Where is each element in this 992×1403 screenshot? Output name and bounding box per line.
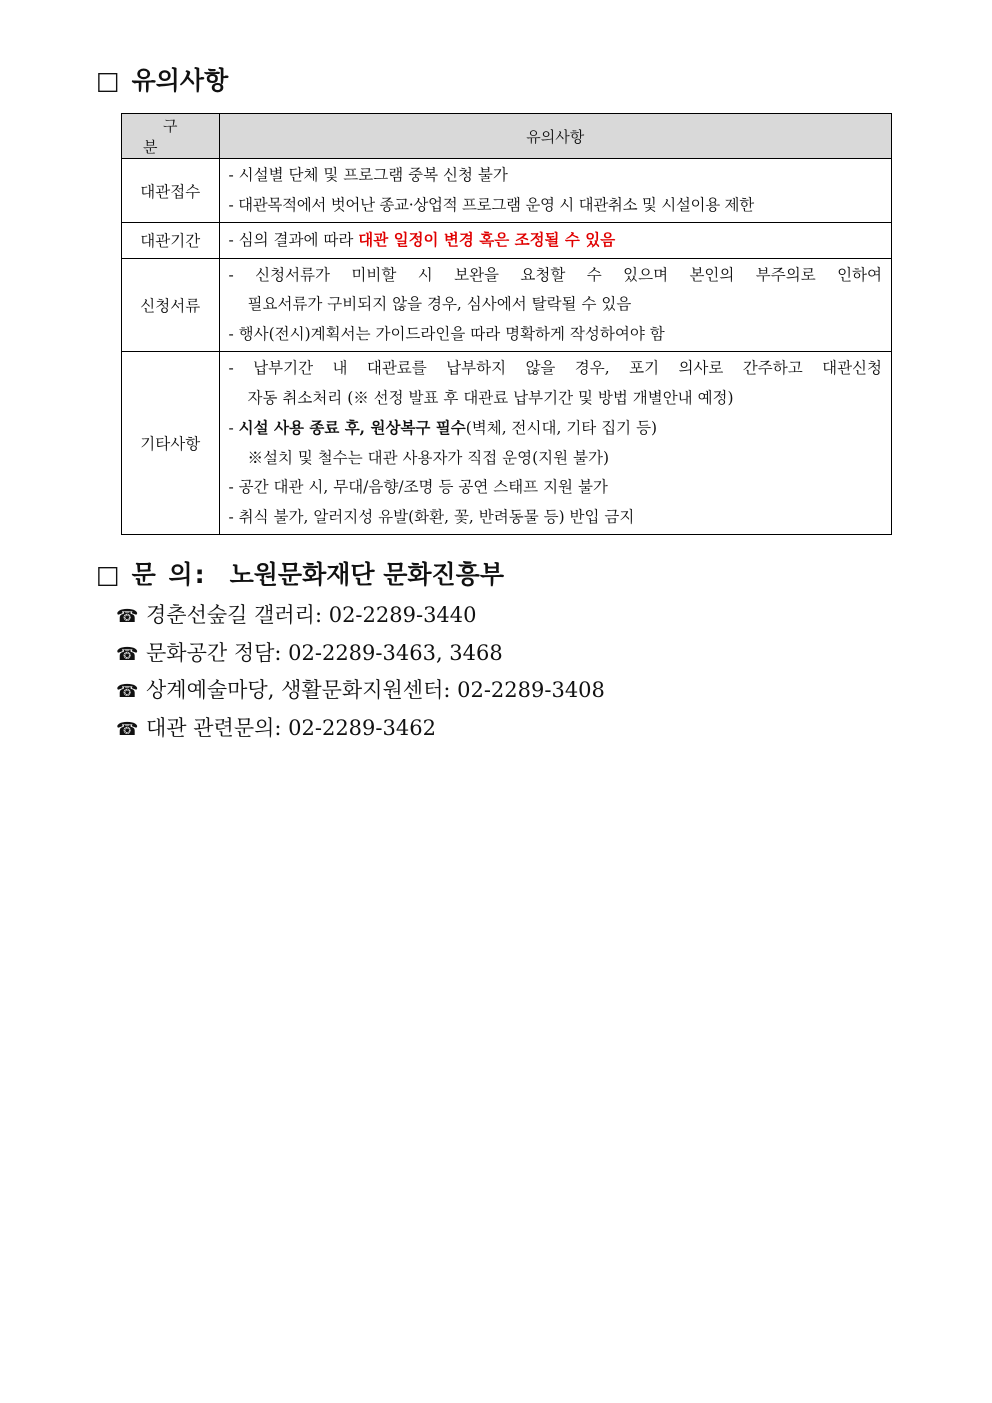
checkbox-square-icon: □ [96, 66, 120, 95]
notice-title-text: 유의사항 [131, 66, 229, 95]
content-text: (벽체, 전시대, 기타 집기 등) [465, 419, 658, 437]
row-content [219, 352, 892, 535]
bold-text: 시설 사용 종료 후, 원상복구 필수 [238, 418, 466, 437]
contact-item [116, 710, 605, 748]
contact-item [116, 672, 605, 710]
table-header-row [122, 114, 892, 159]
content-line: - 취식 불가, 알러지성 유발(화환, 꽃, 반려동물 등) 반입 금지 [228, 507, 635, 526]
table-row [122, 159, 892, 223]
content-line: - 신청서류가 미비할 시 보완을 요청할 수 있으며 본인의 부주의로 인하여 [228, 265, 882, 284]
table-row [122, 352, 892, 535]
table-row [122, 223, 892, 259]
phone-icon: ☎ [116, 681, 139, 702]
highlight-text: 대관 일정이 변경 혹은 조정될 수 있음 [358, 230, 616, 249]
content-line: - 대관목적에서 벗어난 종교·상업적 프로그램 운영 시 대관취소 및 시설이용 제한 [228, 195, 754, 214]
contact-text: 경춘선숲길 갤러리: 02-2289-3440 [146, 603, 477, 627]
contact-text: 문화공간 정담: 02-2289-3463, 3468 [146, 640, 503, 665]
content-line: - 납부기간 내 대관료를 납부하지 않을 경우, 포기 의사로 간주하고 대관신청 [228, 359, 882, 377]
content-line: ※설치 및 철수는 대관 사용자가 직접 운영(지원 불가) [247, 448, 610, 467]
content-line [229, 225, 883, 256]
row-content [219, 223, 892, 259]
row-category: 대관기간 [122, 223, 220, 259]
content-line: - 시설별 단체 및 프로그램 중복 신청 불가 [228, 166, 508, 184]
phone-icon: ☎ [116, 718, 139, 740]
notice-section-title [96, 66, 228, 96]
content-line: - 행사(전시)계획서는 가이드라인을 따라 명확하게 작성하여야 함 [228, 324, 665, 343]
content-line: 자동 취소처리 (※ 선정 발표 후 대관료 납부기간 및 방법 개별안내 예정) [247, 388, 734, 407]
contact-section-title [96, 560, 504, 590]
row-content [219, 159, 892, 223]
content-text: - [228, 419, 239, 437]
phone-icon: ☎ [116, 643, 139, 665]
contact-item [116, 597, 605, 635]
contact-label: 문 의: [131, 560, 207, 589]
contact-department: 노원문화재단 문화진흥부 [229, 560, 504, 589]
contact-text: 대관 관련문의: 02-2289-3462 [146, 715, 436, 740]
content-line: - 공간 대관 시, 무대/음향/조명 등 공연 스태프 지원 불가 [228, 478, 608, 496]
row-category: 기타사항 [122, 352, 220, 535]
header-notice: 유의사항 [219, 114, 892, 159]
notice-table [121, 113, 892, 535]
content-text: - 심의 결과에 따라 [228, 231, 359, 249]
content-line [229, 413, 883, 444]
content-line: 필요서류가 구비되지 않을 경우, 심사에서 탈락될 수 있음 [247, 295, 632, 313]
contact-list [116, 597, 605, 747]
row-category: 신청서류 [122, 258, 220, 352]
row-category: 대관접수 [122, 159, 220, 223]
row-content [219, 258, 892, 352]
phone-icon: ☎ [116, 606, 139, 627]
checkbox-square-icon: □ [96, 560, 120, 589]
contact-text: 상계예술마당, 생활문화지원센터: 02-2289-3408 [146, 678, 605, 702]
header-category: 구 분 [122, 114, 220, 159]
table-row [122, 258, 892, 352]
contact-item [116, 635, 605, 673]
